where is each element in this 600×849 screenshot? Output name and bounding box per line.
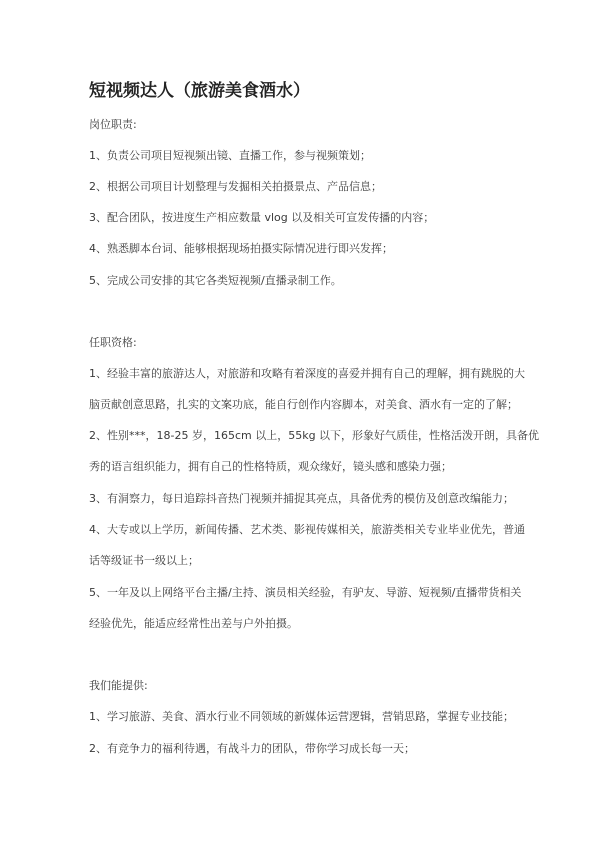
requirement-item-1-line-1: 1、经验丰富的旅游达人，对旅游和攻略有着深度的喜爱并拥有自己的理解，拥有跳脱的大 <box>89 367 525 380</box>
section-heading-duties: 岗位职责: <box>89 118 137 131</box>
duty-item-2: 2、根据公司项目计划整理与发掘相关拍摄景点、产品信息； <box>89 180 382 193</box>
duty-item-5: 5、完成公司安排的其它各类短视频/直播录制工作。 <box>89 274 342 287</box>
requirement-item-4-line-1: 4、大专或以上学历，新闻传播、艺术类、影视传媒相关，旅游类相关专业毕业优先，普通 <box>89 523 525 536</box>
requirement-item-3: 3、有洞察力，每日追踪抖音热门视频并捕捉其亮点，具备优秀的模仿及创意改编能力； <box>89 492 514 505</box>
offer-item-1: 1、学习旅游、美食、酒水行业不同领域的新媒体运营逻辑，营销思路，掌握专业技能； <box>89 710 514 723</box>
duty-item-3: 3、配合团队，按进度生产相应数量 vlog 以及相关可宣发传播的内容； <box>89 211 435 224</box>
requirement-item-2-line-1: 2、性别***，18-25 岁，165cm 以上，55kg 以下，形象好气质佳，性格活泼开朗，具备优 <box>89 429 540 442</box>
section-heading-offers: 我们能提供: <box>89 679 148 692</box>
requirement-item-2-line-2: 秀的语言组织能力，拥有自己的性格特质，观众缘好，镜头感和感染力强； <box>89 460 452 473</box>
duty-item-1: 1、负责公司项目短视频出镜、直播工作，参与视频策划； <box>89 149 371 162</box>
duty-item-4: 4、熟悉脚本台词、能够根据现场拍摄实际情况进行即兴发挥； <box>89 242 393 255</box>
requirement-item-1-line-2: 脑贡献创意思路，扎实的文案功底，能自行创作内容脚本，对美食、酒水有一定的了解； <box>89 398 518 411</box>
requirement-item-5-line-2: 经验优先，能适应经常性出差与户外拍摄。 <box>89 617 298 630</box>
page-title: 短视频达人（旅游美食酒水） <box>89 81 310 101</box>
requirement-item-4-line-2: 话等级证书一级以上； <box>89 554 199 567</box>
section-heading-requirements: 任职资格: <box>89 336 137 349</box>
offer-item-2: 2、有竞争力的福利待遇，有战斗力的团队，带你学习成长每一天； <box>89 742 415 755</box>
requirement-item-5-line-1: 5、一年及以上网络平台主播/主持、演员相关经验，有驴友、导游、短视频/直播带货相关 <box>89 586 522 599</box>
